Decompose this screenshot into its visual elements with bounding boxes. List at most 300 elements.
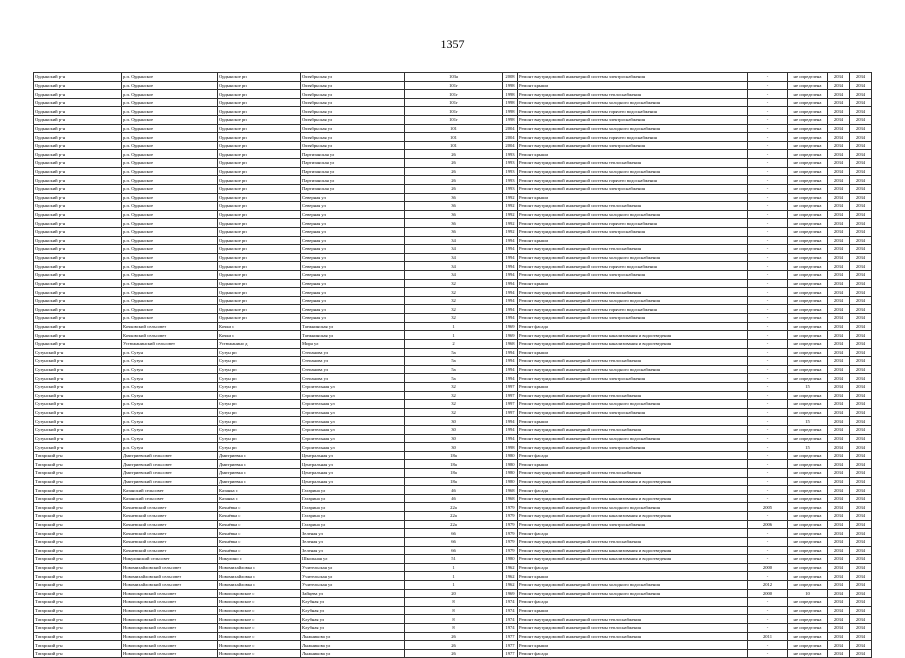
table-row xyxy=(34,606,872,615)
table-row xyxy=(34,107,872,116)
municipality-cell: Кочневский сельсовет xyxy=(122,537,218,546)
house-number-cell: 5а xyxy=(405,357,503,366)
settlement-cell: Ордынское рп xyxy=(218,271,301,280)
plan-start-year-cell: 2034 xyxy=(828,546,850,555)
settlement-cell: Сузун рп xyxy=(218,434,301,443)
year-built-cell: 1968 xyxy=(503,339,518,348)
plan-start-year-cell: 2034 xyxy=(828,580,850,589)
plan-end-year-cell: 2034 xyxy=(850,572,872,581)
municipality-cell: р.п. Ордынское xyxy=(122,90,218,99)
municipality-cell: Дмитриевский сельсовет xyxy=(122,469,218,478)
district-cell: Сузунский р-н xyxy=(34,357,122,366)
house-number-cell: 103а xyxy=(405,73,503,82)
municipality-cell: р.п. Сузун xyxy=(122,365,218,374)
district-cell: Сузунский р-н xyxy=(34,348,122,357)
municipality-cell: р.п. Ордынское xyxy=(122,124,218,133)
municipality-cell: р.п. Ордынское xyxy=(122,288,218,297)
settlement-cell: Новопокровское с xyxy=(218,598,301,607)
street-cell: Октябрьская ул xyxy=(301,107,405,116)
settlement-cell: Ордынское рп xyxy=(218,288,301,297)
street-cell: Гагарина ул xyxy=(301,494,405,503)
work-type-cell: Ремонт внутридомовой инженерной системы электроснабжения xyxy=(518,116,748,125)
table-row xyxy=(34,167,872,176)
year-built-cell: 1980 xyxy=(503,555,518,564)
plan-start-year-cell: 2034 xyxy=(828,176,850,185)
house-number-cell: 5а xyxy=(405,348,503,357)
service-life-cell: не определена xyxy=(788,606,828,615)
year-built-cell: 1997 xyxy=(503,391,518,400)
district-cell: Татарский р-н xyxy=(34,572,122,581)
year-built-cell: 1994 xyxy=(503,253,518,262)
street-cell: Центральная ул xyxy=(301,469,405,478)
settlement-cell: Новомихайловка с xyxy=(218,572,301,581)
table-row xyxy=(34,305,872,314)
last-repair-year-cell: - xyxy=(748,425,788,434)
district-cell: Сузунский р-н xyxy=(34,443,122,452)
settlement-cell: Казанка с xyxy=(218,486,301,495)
house-number-cell: 36 xyxy=(405,227,503,236)
plan-start-year-cell: 2034 xyxy=(828,469,850,478)
street-cell: Лыжникова ул xyxy=(301,649,405,658)
plan-start-year-cell: 2034 xyxy=(828,624,850,633)
service-life-cell: не определена xyxy=(788,365,828,374)
year-built-cell: 1979 xyxy=(503,546,518,555)
street-cell: Учительская ул xyxy=(301,563,405,572)
table-row xyxy=(34,641,872,650)
street-cell: Строительная ул xyxy=(301,425,405,434)
service-life-cell: не определена xyxy=(788,150,828,159)
plan-end-year-cell: 2034 xyxy=(850,73,872,82)
table-row xyxy=(34,391,872,400)
work-type-cell: Ремонт фасада xyxy=(518,451,748,460)
municipality-cell: р.п. Ордынское xyxy=(122,279,218,288)
district-cell: Татарский р-н xyxy=(34,512,122,521)
work-type-cell: Ремонт внутридомовой инженерной системы теплоснабжения xyxy=(518,90,748,99)
plan-end-year-cell: 2034 xyxy=(850,434,872,443)
municipality-cell: Кочковский сельсовет xyxy=(122,331,218,340)
work-type-cell: Ремонт внутридомовой инженерной системы теплоснабжения xyxy=(518,425,748,434)
service-life-cell: 15 xyxy=(788,443,828,452)
table-row xyxy=(34,81,872,90)
plan-start-year-cell: 2034 xyxy=(828,339,850,348)
service-life-cell: не определена xyxy=(788,184,828,193)
plan-end-year-cell: 2034 xyxy=(850,649,872,658)
plan-end-year-cell: 2034 xyxy=(850,116,872,125)
last-repair-year-cell: - xyxy=(748,253,788,262)
last-repair-year-cell: - xyxy=(748,90,788,99)
street-cell: Степанова ул xyxy=(301,365,405,374)
settlement-cell: Ордынское рп xyxy=(218,193,301,202)
table-row xyxy=(34,202,872,211)
district-cell: Татарский р-н xyxy=(34,520,122,529)
last-repair-year-cell: - xyxy=(748,271,788,280)
district-cell: Ордынский р-н xyxy=(34,227,122,236)
plan-start-year-cell: 2034 xyxy=(828,365,850,374)
service-life-cell: не определена xyxy=(788,227,828,236)
district-cell: Ордынский р-н xyxy=(34,262,122,271)
street-cell: Северная ул xyxy=(301,296,405,305)
year-built-cell: 1992 xyxy=(503,202,518,211)
district-cell: Ордынский р-н xyxy=(34,73,122,82)
work-type-cell: Ремонт крыши xyxy=(518,81,748,90)
street-cell: Гагарина ул xyxy=(301,486,405,495)
plan-end-year-cell: 2034 xyxy=(850,408,872,417)
work-type-cell: Ремонт крыши xyxy=(518,348,748,357)
last-repair-year-cell: - xyxy=(748,434,788,443)
last-repair-year-cell: - xyxy=(748,288,788,297)
plan-start-year-cell: 2034 xyxy=(828,537,850,546)
plan-start-year-cell: 2034 xyxy=(828,391,850,400)
service-life-cell: не определена xyxy=(788,512,828,521)
table-row xyxy=(34,417,872,426)
house-number-cell: 32 xyxy=(405,400,503,409)
house-number-cell: 5а xyxy=(405,365,503,374)
district-cell: Ордынский р-н xyxy=(34,141,122,150)
street-cell: Северная ул xyxy=(301,262,405,271)
work-type-cell: Ремонт внутридомовой инженерной системы теплоснабжения xyxy=(518,391,748,400)
street-cell: Партизанская ул xyxy=(301,184,405,193)
table-row xyxy=(34,339,872,348)
house-number-cell: 1 xyxy=(405,580,503,589)
plan-end-year-cell: 2034 xyxy=(850,477,872,486)
service-life-cell: не определена xyxy=(788,193,828,202)
last-repair-year-cell: - xyxy=(748,279,788,288)
last-repair-year-cell: - xyxy=(748,400,788,409)
last-repair-year-cell: - xyxy=(748,598,788,607)
street-cell: Северная ул xyxy=(301,245,405,254)
service-life-cell: не определена xyxy=(788,133,828,142)
settlement-cell: Дмитриевка с xyxy=(218,469,301,478)
service-life-cell: не определена xyxy=(788,81,828,90)
street-cell: Северная ул xyxy=(301,271,405,280)
house-number-cell: 8 xyxy=(405,598,503,607)
plan-end-year-cell: 2034 xyxy=(850,555,872,564)
house-number-cell: 1 xyxy=(405,331,503,340)
settlement-cell: Ордынское рп xyxy=(218,107,301,116)
settlement-cell: Дмитриевка с xyxy=(218,477,301,486)
table-row xyxy=(34,150,872,159)
table-row xyxy=(34,529,872,538)
year-built-cell: 1969 xyxy=(503,331,518,340)
plan-start-year-cell: 2034 xyxy=(828,227,850,236)
last-repair-year-cell: - xyxy=(748,624,788,633)
district-cell: Ордынский р-н xyxy=(34,236,122,245)
service-life-cell: не определена xyxy=(788,555,828,564)
municipality-cell: р.п. Ордынское xyxy=(122,116,218,125)
year-built-cell: 1962 xyxy=(503,572,518,581)
last-repair-year-cell: - xyxy=(748,193,788,202)
municipality-cell: р.п. Ордынское xyxy=(122,107,218,116)
year-built-cell: 1994 xyxy=(503,279,518,288)
work-type-cell: Ремонт внутридомовой инженерной системы холодного водоснабжения xyxy=(518,580,748,589)
plan-end-year-cell: 2034 xyxy=(850,520,872,529)
plan-end-year-cell: 2034 xyxy=(850,494,872,503)
table-row xyxy=(34,598,872,607)
last-repair-year-cell: - xyxy=(748,606,788,615)
year-built-cell: 1998 xyxy=(503,81,518,90)
year-built-cell: 1977 xyxy=(503,641,518,650)
table-row xyxy=(34,184,872,193)
municipality-cell: Новомихайловский сельсовет xyxy=(122,572,218,581)
plan-end-year-cell: 2034 xyxy=(850,632,872,641)
repair-schedule-table xyxy=(33,72,872,658)
table-row xyxy=(34,314,872,323)
settlement-cell: Сузун рп xyxy=(218,391,301,400)
district-cell: Татарский р-н xyxy=(34,589,122,598)
district-cell: Сузунский р-н xyxy=(34,417,122,426)
table-row xyxy=(34,580,872,589)
plan-start-year-cell: 2034 xyxy=(828,632,850,641)
house-number-cell: 36 xyxy=(405,202,503,211)
plan-end-year-cell: 2034 xyxy=(850,529,872,538)
settlement-cell: Новопокровское с xyxy=(218,615,301,624)
house-number-cell: 32 xyxy=(405,408,503,417)
district-cell: Татарский р-н xyxy=(34,546,122,555)
plan-end-year-cell: 2034 xyxy=(850,262,872,271)
work-type-cell: Ремонт внутридомовой инженерной системы теплоснабжения xyxy=(518,632,748,641)
plan-end-year-cell: 2034 xyxy=(850,451,872,460)
last-repair-year-cell: - xyxy=(748,512,788,521)
house-number-cell: 101г xyxy=(405,116,503,125)
last-repair-year-cell: - xyxy=(748,210,788,219)
municipality-cell: Дмитриевский сельсовет xyxy=(122,451,218,460)
last-repair-year-cell: - xyxy=(748,305,788,314)
plan-end-year-cell: 2034 xyxy=(850,348,872,357)
district-cell: Ордынский р-н xyxy=(34,253,122,262)
plan-end-year-cell: 2034 xyxy=(850,236,872,245)
house-number-cell: 66 xyxy=(405,537,503,546)
house-number-cell: 32 xyxy=(405,314,503,323)
last-repair-year-cell: - xyxy=(748,245,788,254)
settlement-cell: Ордынское рп xyxy=(218,227,301,236)
settlement-cell: Ордынское рп xyxy=(218,124,301,133)
house-number-cell: 51 xyxy=(405,555,503,564)
settlement-cell: Новомихайловка с xyxy=(218,563,301,572)
last-repair-year-cell: - xyxy=(748,382,788,391)
street-cell: Учительская ул xyxy=(301,572,405,581)
table-row xyxy=(34,494,872,503)
municipality-cell: р.п. Ордынское xyxy=(122,245,218,254)
work-type-cell: Ремонт внутридомовой инженерной системы электроснабжения xyxy=(518,443,748,452)
year-built-cell: 1979 xyxy=(503,537,518,546)
work-type-cell: Ремонт внутридомовой инженерной системы электроснабжения xyxy=(518,520,748,529)
municipality-cell: р.п. Ордынское xyxy=(122,176,218,185)
house-number-cell: 32 xyxy=(405,391,503,400)
house-number-cell: 34 xyxy=(405,271,503,280)
work-type-cell: Ремонт внутридомовой инженерной системы холодного водоснабжения xyxy=(518,400,748,409)
service-life-cell: не определена xyxy=(788,546,828,555)
street-cell: Степанова ул xyxy=(301,374,405,383)
table-row xyxy=(34,288,872,297)
table-row xyxy=(34,537,872,546)
street-cell: Лыжникова ул xyxy=(301,632,405,641)
municipality-cell: Кочковский сельсовет xyxy=(122,322,218,331)
plan-start-year-cell: 2034 xyxy=(828,107,850,116)
service-life-cell: не определена xyxy=(788,305,828,314)
year-built-cell: 1979 xyxy=(503,520,518,529)
work-type-cell: Ремонт внутридомовой инженерной системы канализования и водоотведения xyxy=(518,339,748,348)
district-cell: Ордынский р-н xyxy=(34,90,122,99)
year-built-cell: 2004 xyxy=(503,133,518,142)
municipality-cell: р.п. Сузун xyxy=(122,425,218,434)
house-number-cell: 36 xyxy=(405,193,503,202)
municipality-cell: р.п. Сузун xyxy=(122,434,218,443)
street-cell: Строительная ул xyxy=(301,382,405,391)
house-number-cell: 18а xyxy=(405,460,503,469)
plan-start-year-cell: 2034 xyxy=(828,159,850,168)
work-type-cell: Ремонт фасада xyxy=(518,322,748,331)
settlement-cell: Кочки с xyxy=(218,322,301,331)
last-repair-year-cell: - xyxy=(748,202,788,211)
last-repair-year-cell: - xyxy=(748,537,788,546)
settlement-cell: Устюжанино д xyxy=(218,339,301,348)
settlement-cell: Кочнёвка с xyxy=(218,512,301,521)
year-built-cell: 1968 xyxy=(503,486,518,495)
settlement-cell: Ордынское рп xyxy=(218,90,301,99)
year-built-cell: 1994 xyxy=(503,271,518,280)
municipality-cell: р.п. Ордынское xyxy=(122,305,218,314)
plan-end-year-cell: 2034 xyxy=(850,159,872,168)
district-cell: Ордынский р-н xyxy=(34,271,122,280)
plan-end-year-cell: 2034 xyxy=(850,624,872,633)
district-cell: Ордынский р-н xyxy=(34,133,122,142)
service-life-cell: не определена xyxy=(788,503,828,512)
street-cell: Центральная ул xyxy=(301,477,405,486)
plan-end-year-cell: 2034 xyxy=(850,193,872,202)
service-life-cell: не определена xyxy=(788,451,828,460)
year-built-cell: 1992 xyxy=(503,219,518,228)
house-number-cell: 26 xyxy=(405,632,503,641)
house-number-cell: 101г xyxy=(405,81,503,90)
year-built-cell: 1980 xyxy=(503,469,518,478)
municipality-cell: р.п. Ордынское xyxy=(122,236,218,245)
table-row xyxy=(34,141,872,150)
district-cell: Сузунский р-н xyxy=(34,408,122,417)
house-number-cell: 30 xyxy=(405,434,503,443)
district-cell: Сузунский р-н xyxy=(34,365,122,374)
page-number: 1357 xyxy=(440,37,465,51)
street-cell: Строительная ул xyxy=(301,434,405,443)
house-number-cell: 26 xyxy=(405,184,503,193)
plan-start-year-cell: 2034 xyxy=(828,81,850,90)
year-built-cell: 1974 xyxy=(503,624,518,633)
municipality-cell: Новомихайловский сельсовет xyxy=(122,563,218,572)
street-cell: Зеленая ул xyxy=(301,529,405,538)
plan-start-year-cell: 2034 xyxy=(828,245,850,254)
table-row xyxy=(34,219,872,228)
service-life-cell: не определена xyxy=(788,572,828,581)
service-life-cell: не определена xyxy=(788,348,828,357)
street-cell: Центральная ул xyxy=(301,460,405,469)
year-built-cell: 1994 xyxy=(503,236,518,245)
plan-end-year-cell: 2034 xyxy=(850,296,872,305)
district-cell: Татарский р-н xyxy=(34,451,122,460)
district-cell: Татарский р-н xyxy=(34,494,122,503)
house-number-cell: 101г xyxy=(405,90,503,99)
service-life-cell: не определена xyxy=(788,279,828,288)
year-built-cell: 1980 xyxy=(503,451,518,460)
work-type-cell: Ремонт внутридомовой инженерной системы теплоснабжения xyxy=(518,537,748,546)
plan-start-year-cell: 2034 xyxy=(828,150,850,159)
district-cell: Татарский р-н xyxy=(34,649,122,658)
service-life-cell: не определена xyxy=(788,460,828,469)
work-type-cell: Ремонт внутридомовой инженерной системы холодного водоснабжения xyxy=(518,589,748,598)
plan-end-year-cell: 2034 xyxy=(850,314,872,323)
work-type-cell: Ремонт внутридомовой инженерной системы канализования и водоотведения xyxy=(518,477,748,486)
table-row xyxy=(34,503,872,512)
plan-end-year-cell: 2034 xyxy=(850,279,872,288)
street-cell: Северная ул xyxy=(301,305,405,314)
municipality-cell: р.п. Ордынское xyxy=(122,314,218,323)
service-life-cell: не определена xyxy=(788,374,828,383)
year-built-cell: 1998 xyxy=(503,107,518,116)
table-row xyxy=(34,124,872,133)
year-built-cell: 1979 xyxy=(503,503,518,512)
work-type-cell: Ремонт внутридомовой инженерной системы теплоснабжения xyxy=(518,245,748,254)
street-cell: Партизанская ул xyxy=(301,176,405,185)
service-life-cell: не определена xyxy=(788,116,828,125)
service-life-cell: не определена xyxy=(788,167,828,176)
plan-end-year-cell: 2034 xyxy=(850,288,872,297)
plan-end-year-cell: 2034 xyxy=(850,184,872,193)
work-type-cell: Ремонт внутридомовой инженерной системы горячего водоснабжения xyxy=(518,176,748,185)
street-cell: Октябрьская ул xyxy=(301,81,405,90)
service-life-cell: не определена xyxy=(788,520,828,529)
settlement-cell: Ордынское рп xyxy=(218,219,301,228)
plan-end-year-cell: 2034 xyxy=(850,589,872,598)
plan-start-year-cell: 2034 xyxy=(828,331,850,340)
district-cell: Татарский р-н xyxy=(34,563,122,572)
district-cell: Ордынский р-н xyxy=(34,331,122,340)
work-type-cell: Ремонт крыши xyxy=(518,417,748,426)
plan-start-year-cell: 2034 xyxy=(828,374,850,383)
last-repair-year-cell: - xyxy=(748,348,788,357)
work-type-cell: Ремонт фасада xyxy=(518,649,748,658)
settlement-cell: Ордынское рп xyxy=(218,98,301,107)
plan-end-year-cell: 2034 xyxy=(850,606,872,615)
work-type-cell: Ремонт внутридомовой инженерной системы электроснабжения xyxy=(518,374,748,383)
municipality-cell: р.п. Сузун xyxy=(122,408,218,417)
municipality-cell: Новопокровский сельсовет xyxy=(122,641,218,650)
house-number-cell: 36 xyxy=(405,210,503,219)
work-type-cell: Ремонт крыши xyxy=(518,279,748,288)
house-number-cell: 36 xyxy=(405,219,503,228)
work-type-cell: Ремонт внутридомовой инженерной системы горячего водоснабжения xyxy=(518,305,748,314)
table-row xyxy=(34,563,872,572)
service-life-cell: не определена xyxy=(788,529,828,538)
municipality-cell: Новопокровский сельсовет xyxy=(122,589,218,598)
district-cell: Татарский р-н xyxy=(34,598,122,607)
municipality-cell: Новопокровский сельсовет xyxy=(122,598,218,607)
work-type-cell: Ремонт внутридомовой инженерной системы горячего водоснабжения xyxy=(518,219,748,228)
street-cell: Партизанская ул xyxy=(301,159,405,168)
street-cell: Северная ул xyxy=(301,314,405,323)
municipality-cell: р.п. Сузун xyxy=(122,382,218,391)
municipality-cell: Новомихайловский сельсовет xyxy=(122,580,218,589)
service-life-cell: не определена xyxy=(788,236,828,245)
last-repair-year-cell: - xyxy=(748,124,788,133)
last-repair-year-cell: - xyxy=(748,357,788,366)
plan-end-year-cell: 2034 xyxy=(850,219,872,228)
table-row xyxy=(34,331,872,340)
year-built-cell: 1994 xyxy=(503,296,518,305)
settlement-cell: Ордынское рп xyxy=(218,133,301,142)
district-cell: Татарский р-н xyxy=(34,529,122,538)
street-cell: Строительная ул xyxy=(301,443,405,452)
settlement-cell: Сузун рп xyxy=(218,348,301,357)
district-cell: Ордынский р-н xyxy=(34,167,122,176)
plan-end-year-cell: 2034 xyxy=(850,167,872,176)
